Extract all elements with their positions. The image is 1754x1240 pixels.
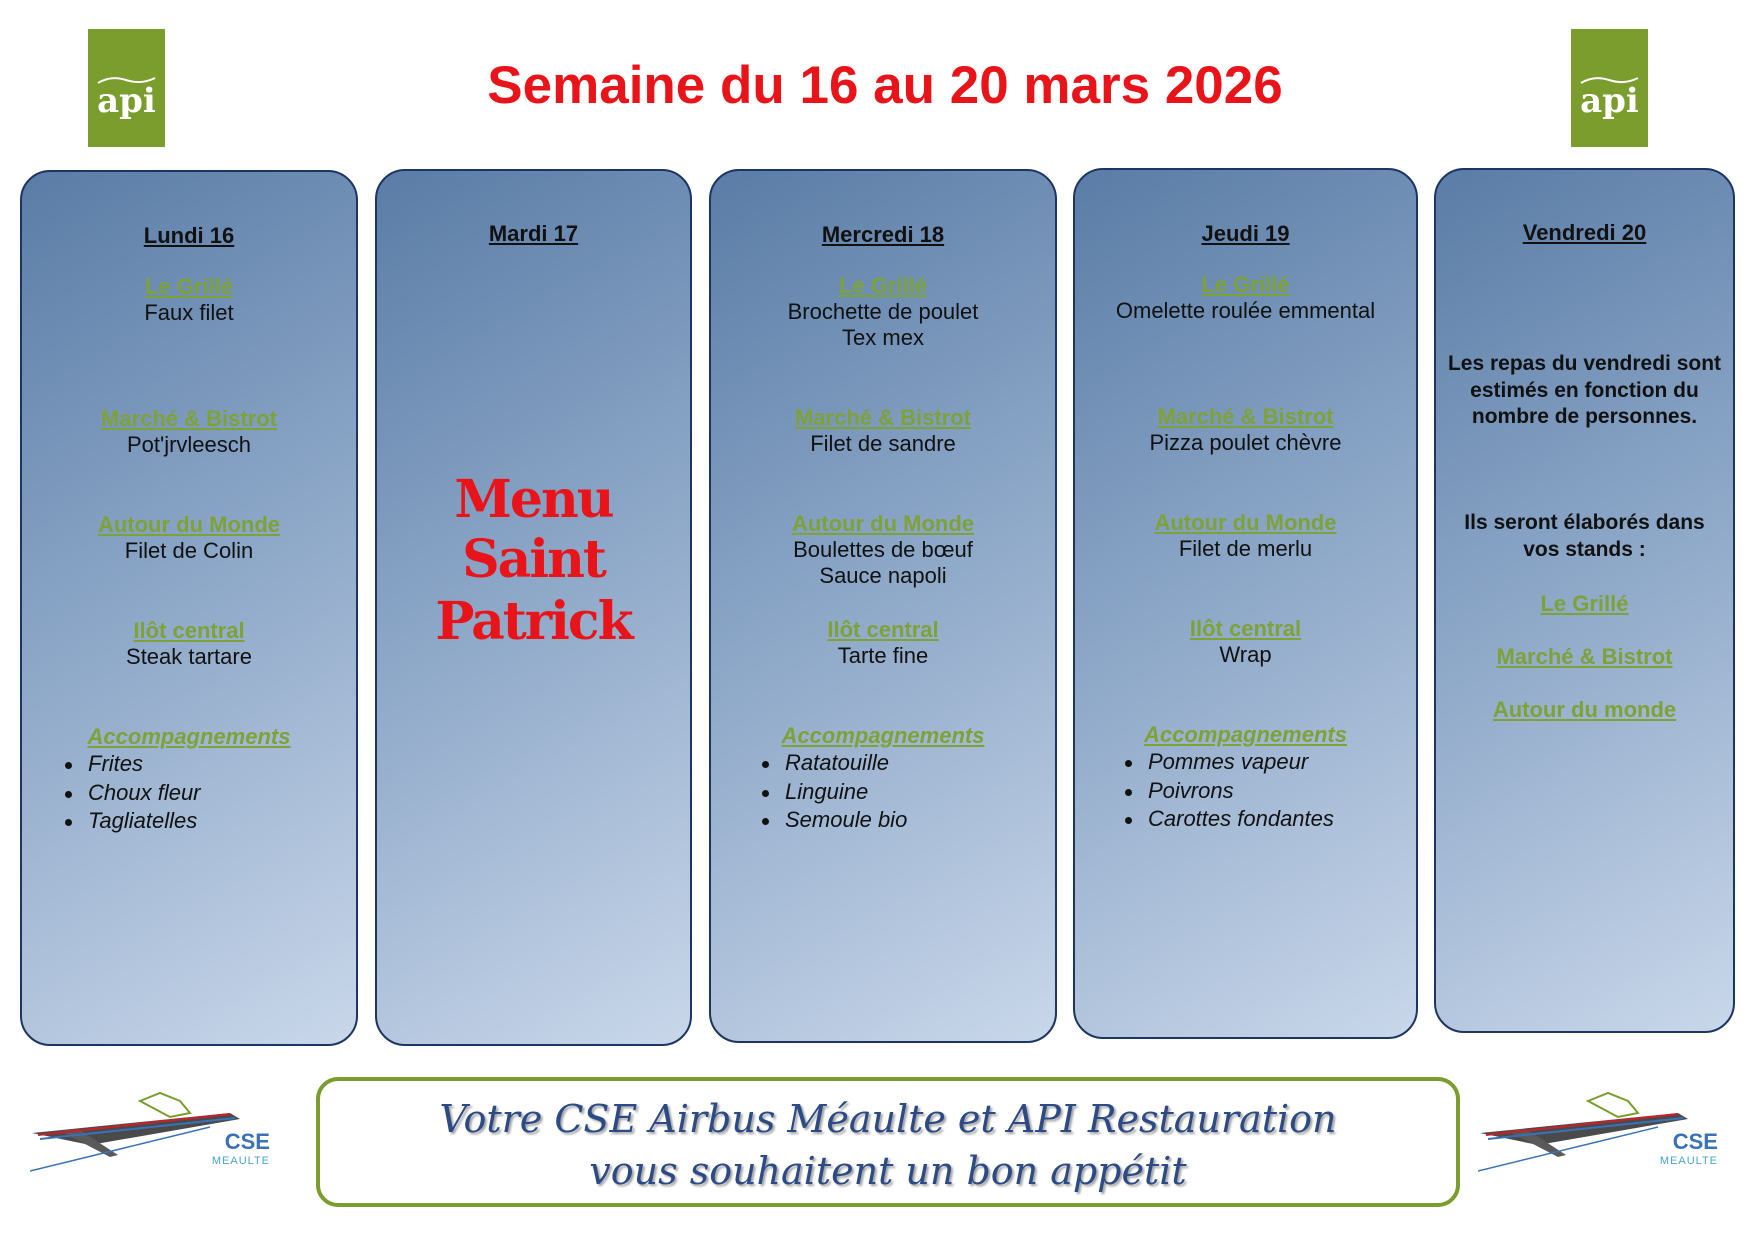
footer-banner bbox=[316, 1077, 1460, 1207]
list-item: Pommes vapeur bbox=[1122, 748, 1334, 777]
dish-ilot: Steak tartare bbox=[126, 644, 252, 669]
dish-marche: Pizza poulet chèvre bbox=[1149, 430, 1342, 455]
cse-logo-text: CSE bbox=[224, 1129, 270, 1154]
section-title-ilot: Ilôt central bbox=[133, 618, 245, 643]
page-title: Semaine du 16 au 20 mars 2026 bbox=[487, 56, 1283, 115]
section-title-grille: Le Grillé bbox=[838, 273, 928, 298]
section-title-autour: Autour du Monde bbox=[97, 512, 281, 537]
list-item: Linguine bbox=[759, 778, 907, 807]
dish-autour-line1: Boulettes de bœuf bbox=[793, 537, 973, 562]
section-title-marche: Marché & Bistrot bbox=[794, 405, 972, 430]
dish-ilot: Wrap bbox=[1219, 642, 1272, 667]
list-item: Frites bbox=[62, 750, 201, 779]
section-title-grille: Le Grillé bbox=[1201, 272, 1290, 297]
dish-grille-line1: Brochette de poulet bbox=[787, 299, 979, 324]
dish-autour-line2: Sauce napoli bbox=[819, 563, 947, 588]
api-logo-right bbox=[1571, 29, 1648, 147]
banner-line2: vous souhaitent un bon appétit bbox=[589, 1149, 1187, 1193]
side-dish-list bbox=[62, 750, 201, 836]
dish-grille: Omelette roulée emmental bbox=[1115, 298, 1376, 323]
cse-logo-left bbox=[30, 1083, 270, 1183]
api-logo-left bbox=[88, 29, 165, 147]
section-title-ilot: Ilôt central bbox=[827, 617, 939, 642]
section-title-grille: Le Grillé bbox=[144, 274, 234, 299]
list-item: Choux fleur bbox=[62, 779, 201, 808]
section-title-accompagnements: Accompagnements bbox=[1144, 722, 1347, 747]
day-label: Vendredi 20 bbox=[1522, 220, 1647, 245]
day-label: Jeudi 19 bbox=[1201, 221, 1290, 246]
api-logo-text: api bbox=[97, 81, 156, 121]
friday-note: Les repas du vendredi sont estimés en fonction du nombre de personnes. bbox=[1447, 352, 1722, 428]
cse-logo-subtext: MEAULTE bbox=[211, 1155, 270, 1167]
day-label: Mardi 17 bbox=[488, 221, 579, 246]
day-column-mercredi bbox=[709, 169, 1057, 1043]
day-column-lundi bbox=[20, 170, 358, 1046]
list-item: Ratatouille bbox=[759, 749, 907, 778]
section-title-ilot: Ilôt central bbox=[1189, 616, 1302, 641]
section-title-autour: Autour du Monde bbox=[1154, 510, 1337, 535]
section-title-accompagnements: Accompagnements bbox=[781, 723, 985, 748]
dish-grille: Faux filet bbox=[144, 300, 234, 325]
section-title-marche: Marché & Bistrot bbox=[100, 406, 278, 431]
special-menu-line2: Saint Patrick bbox=[435, 529, 632, 652]
banner-line1: Votre CSE Airbus Méaulte et API Restauration bbox=[439, 1097, 1337, 1141]
section-title-marche: Marché & Bistrot bbox=[1157, 404, 1334, 429]
day-column-vendredi bbox=[1434, 168, 1735, 1033]
list-item: Tagliatelles bbox=[62, 807, 201, 836]
day-column-jeudi bbox=[1073, 168, 1418, 1039]
friday-note-stands: Ils seront élaborés dans vos stands : bbox=[1464, 511, 1705, 561]
side-dish-list bbox=[759, 749, 907, 835]
dish-ilot: Tarte fine bbox=[837, 643, 929, 668]
cse-logo-right bbox=[1478, 1083, 1718, 1183]
section-title-accompagnements: Accompagnements bbox=[87, 724, 291, 749]
dish-marche: Pot'jrvleesch bbox=[126, 432, 252, 457]
side-dish-list bbox=[1122, 748, 1334, 834]
stand-autour: Autour du monde bbox=[1492, 697, 1677, 722]
dish-autour: Filet de merlu bbox=[1178, 536, 1313, 561]
api-logo-text: api bbox=[1580, 81, 1639, 121]
list-item: Carottes fondantes bbox=[1122, 805, 1334, 834]
stand-grille: Le Grillé bbox=[1540, 591, 1629, 616]
dish-grille-line2: Tex mex bbox=[842, 325, 924, 350]
dish-autour: Filet de Colin bbox=[124, 538, 254, 563]
cse-logo-text: CSE bbox=[1672, 1129, 1718, 1154]
list-item: Poivrons bbox=[1122, 777, 1334, 806]
dish-marche: Filet de sandre bbox=[810, 431, 956, 456]
day-label: Mercredi 18 bbox=[821, 222, 945, 247]
section-title-autour: Autour du Monde bbox=[791, 511, 975, 536]
cse-logo-subtext: MEAULTE bbox=[1659, 1155, 1718, 1167]
list-item: Semoule bio bbox=[759, 806, 907, 835]
day-label: Lundi 16 bbox=[143, 223, 235, 248]
day-column-mardi bbox=[375, 169, 692, 1046]
special-menu-line1: Menu bbox=[454, 469, 613, 530]
stand-marche: Marché & Bistrot bbox=[1496, 644, 1673, 669]
